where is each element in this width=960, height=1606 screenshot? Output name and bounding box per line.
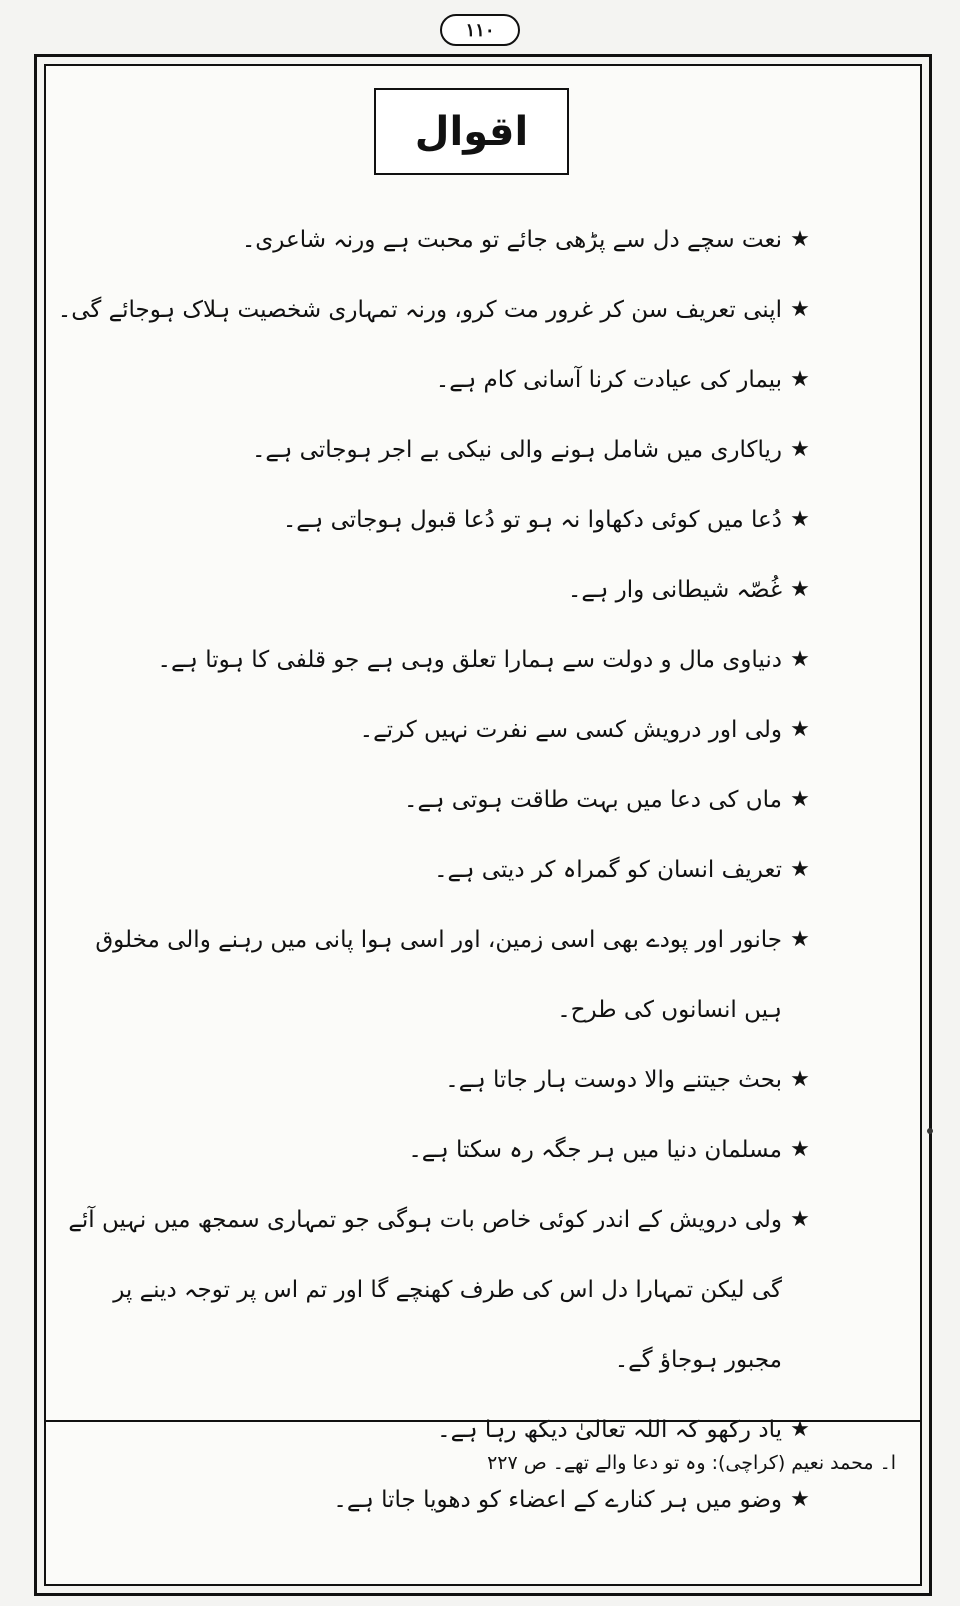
- star-icon: ★: [790, 787, 810, 812]
- footnote-divider: [46, 1420, 920, 1422]
- margin-dot: [927, 1128, 933, 1134]
- star-icon: ★: [790, 367, 810, 392]
- quote-item: [58, 625, 818, 695]
- quotes-list: [58, 205, 818, 1535]
- quote-text: مسلمان دنیا میں ہر جگہ رہ سکتا ہے۔: [408, 1137, 782, 1163]
- page-number-text: ۱۱۰: [465, 19, 495, 41]
- quote-text: ریاکاری میں شامل ہونے والی نیکی بے اجر ہوجاتی ہے۔: [251, 437, 782, 463]
- quote-text: نعت سچے دل سے پڑھی جائے تو محبت ہے ورنہ شاعری۔: [241, 227, 782, 253]
- quote-item: [58, 905, 818, 1045]
- quote-item: [58, 835, 818, 905]
- quote-item: [58, 275, 818, 345]
- quote-item: [58, 415, 818, 485]
- star-icon: ★: [790, 1487, 810, 1512]
- star-icon: ★: [790, 1067, 810, 1092]
- quote-text: یاد رکھو کہ اللہ تعالیٰ دیکھ رہا ہے۔: [437, 1417, 782, 1443]
- star-icon: ★: [790, 1417, 810, 1442]
- quote-item: [58, 695, 818, 765]
- page-title: اقوال: [414, 108, 529, 155]
- quote-item: [58, 555, 818, 625]
- quote-text: جانور اور پودے بھی اسی زمین، اور اسی ہوا پانی میں رہنے والی مخلوق ہیں انسانوں کی طرح۔: [95, 927, 782, 1023]
- quote-text: وضو میں ہر کنارے کے اعضاء کو دھویا جاتا ہے۔: [333, 1487, 782, 1513]
- star-icon: ★: [790, 647, 810, 672]
- star-icon: ★: [790, 227, 810, 252]
- quote-item: [58, 485, 818, 555]
- quote-item: [58, 1465, 818, 1535]
- star-icon: ★: [790, 437, 810, 462]
- title-box: [374, 88, 569, 175]
- star-icon: ★: [790, 1207, 810, 1232]
- quote-text: بحث جیتنے والا دوست ہار جاتا ہے۔: [445, 1067, 782, 1093]
- quote-item: [58, 205, 818, 275]
- quote-text: غُصّہ شیطانی وار ہے۔: [567, 577, 782, 603]
- quote-text: اپنی تعریف سن کر غرور مت کرو، ورنہ تمہاری شخصیت ہلاک ہوجائے گی۔: [57, 297, 782, 323]
- star-icon: ★: [790, 717, 810, 742]
- star-icon: ★: [790, 507, 810, 532]
- quote-text: ماں کی دعا میں بہت طاقت ہوتی ہے۔: [404, 787, 782, 813]
- quote-item: [58, 1115, 818, 1185]
- star-icon: ★: [790, 857, 810, 882]
- quote-text: ولی درویش کے اندر کوئی خاص بات ہوگی جو تمہاری سمجھ میں نہیں آئے گی لیکن تمہارا دل اس کی طرف کھنچے گا اور تم اس پر توجہ دینے پر مجبور ہوجاؤ گے۔: [68, 1207, 782, 1373]
- quote-text: بیمار کی عیادت کرنا آسانی کام ہے۔: [435, 367, 782, 393]
- star-icon: ★: [790, 1137, 810, 1162]
- quote-item: [58, 1045, 818, 1115]
- quote-text: دُعا میں کوئی دکھاوا نہ ہو تو دُعا قبول ہوجاتی ہے۔: [282, 507, 782, 533]
- quote-item: [58, 1185, 818, 1395]
- quote-item: [58, 345, 818, 415]
- quote-text: ولی اور درویش کسی سے نفرت نہیں کرتے۔: [359, 717, 782, 743]
- page-number: [440, 14, 520, 46]
- footnote: ا۔ محمد نعیم (کراچی): وہ تو دعا والے تھے۔ ص ۲۲۷: [487, 1452, 896, 1474]
- quote-item: [58, 765, 818, 835]
- star-icon: ★: [790, 297, 810, 322]
- quote-text: تعریف انسان کو گمراہ کر دیتی ہے۔: [434, 857, 782, 883]
- star-icon: ★: [790, 927, 810, 952]
- quote-text: دنیاوی مال و دولت سے ہمارا تعلق وہی ہے جو قلفی کا ہوتا ہے۔: [157, 647, 782, 673]
- star-icon: ★: [790, 577, 810, 602]
